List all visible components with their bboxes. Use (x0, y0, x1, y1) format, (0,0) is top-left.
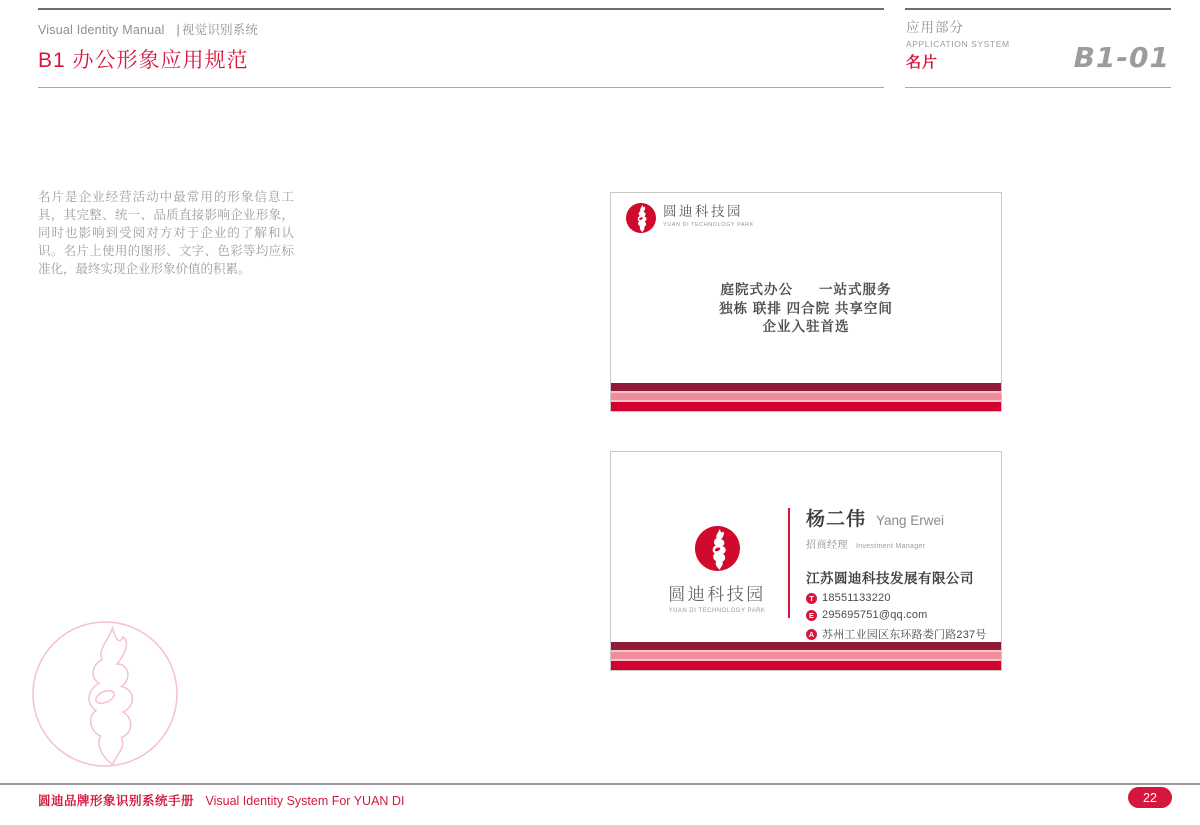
card-slogan (611, 281, 1001, 337)
stripe-maroon (611, 642, 1001, 650)
slogan-line-3: 企业入驻首选 (762, 319, 850, 334)
footer-text-en: Visual Identity System For YUAN DI (205, 794, 405, 808)
page-title: B1 办公形象应用规范 (38, 49, 249, 72)
brand-logo-horizontal (626, 203, 754, 233)
stripe-maroon (611, 383, 1001, 391)
business-card-back (610, 192, 1002, 412)
email-address: 295695751@qq.com (822, 609, 928, 621)
watermark-logo-icon (30, 618, 180, 770)
header-bottom-rule-right (905, 87, 1171, 88)
person-title-zh: 招商经理 (806, 540, 848, 551)
manual-title-en: Visual Identity Manual (38, 23, 165, 37)
manual-subtitle (38, 20, 258, 38)
contact-row-phone (806, 592, 991, 604)
subtitle-separator: | (176, 23, 180, 37)
card-bottom-stripes (611, 642, 1001, 670)
yuandi-logo-icon (695, 526, 740, 571)
stripe-pink (611, 393, 1001, 400)
slogan-line1-right: 一站式服务 (819, 282, 892, 297)
card-bottom-stripes (611, 383, 1001, 411)
footer-text (38, 791, 404, 809)
brand-name-zh: 圆迪科技园 (668, 585, 766, 604)
contact-row-address (806, 626, 991, 642)
footer-text-zh: 圆迪品牌形象识别系统手册 (38, 794, 195, 808)
page-code: B1-01 (1073, 41, 1170, 74)
street-address: 苏州工业园区东环路娄门路237号 (822, 629, 987, 641)
contact-block (806, 504, 991, 642)
footer-rule (0, 783, 1200, 785)
phone-icon: T (806, 593, 817, 604)
card-vertical-divider (788, 508, 790, 618)
stripe-pink (611, 652, 1001, 659)
stripe-red (611, 402, 1001, 411)
application-block (906, 21, 1010, 70)
brand-name-en: YUAN DI TECHNOLOGY PARK (668, 608, 766, 614)
brand-logo-text (663, 203, 754, 228)
person-title-en: Investment Manager (856, 543, 926, 550)
person-name-en: Yang Erwei (876, 513, 945, 528)
person-title-row (806, 536, 991, 551)
brand-name-zh: 圆迪科技园 (663, 204, 743, 219)
application-label-en: APPLICATION SYSTEM (906, 38, 1010, 49)
slogan-line-2: 独栋 联排 四合院 共享空间 (719, 300, 893, 316)
header-top-rule-right (905, 8, 1171, 10)
yuandi-logo-icon (626, 203, 656, 233)
header-top-rule-left (38, 8, 884, 10)
slogan-line-1 (611, 281, 1001, 300)
intro-paragraph: 名片是企业经营活动中最常用的形象信息工具，其完整、统一、品质直接影响企业形象，同时也影响到受阅对方对于企业的了解和认识。名片上使用的图形、文字、色彩等均应标准化，最终实现企业形象价值的积累。 (38, 190, 294, 276)
page-number-badge: 22 (1128, 787, 1172, 808)
header-bottom-rule-left (38, 87, 884, 88)
manual-title-zh: 视觉识别系统 (181, 23, 259, 37)
phone-number: 18551133220 (822, 592, 891, 604)
brand-logo-stacked (667, 526, 767, 614)
company-name: 江苏圆迪科技发展有限公司 (806, 571, 974, 586)
address-icon: A (806, 629, 817, 640)
person-name-zh: 杨二伟 (806, 509, 867, 530)
contact-row-email (806, 609, 991, 621)
email-icon: E (806, 610, 817, 621)
application-label-zh: 应用部分 (906, 20, 964, 35)
application-item: 名片 (906, 54, 939, 71)
stripe-red (611, 661, 1001, 670)
person-name-row (806, 504, 991, 531)
brand-name-en: YUAN DI TECHNOLOGY PARK (663, 221, 754, 228)
slogan-line1-left: 庭院式办公 (720, 282, 793, 297)
business-card-front (610, 451, 1002, 671)
